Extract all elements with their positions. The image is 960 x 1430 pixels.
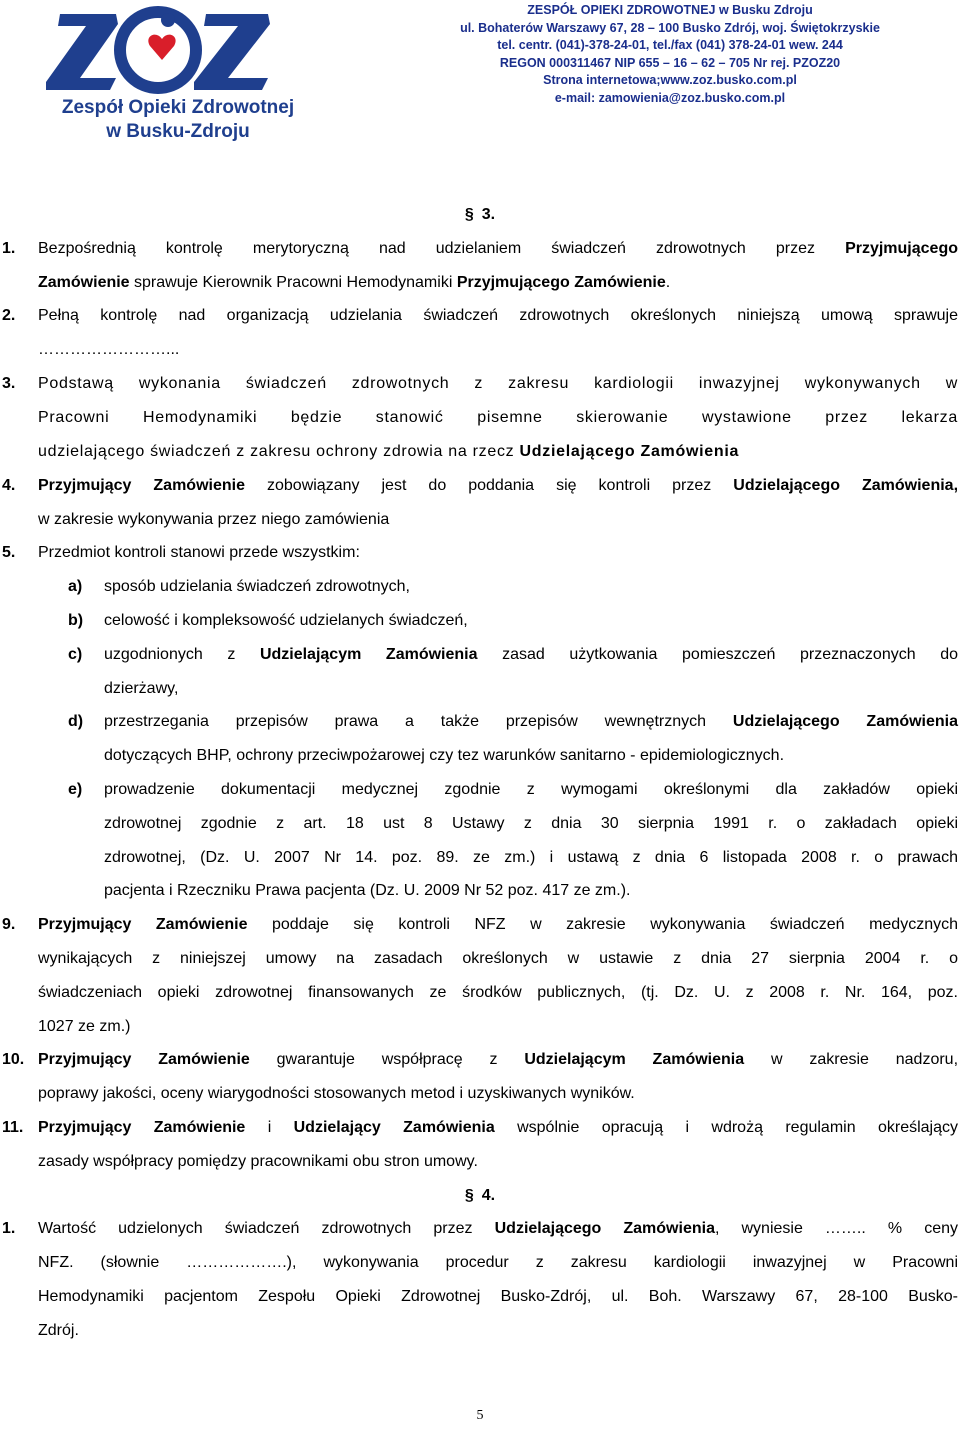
text-run: przestrzegania przepisów prawa a także przepisów wewnętrznych [104, 713, 733, 730]
item-line: prowadzenie dokumentacji medycznej zgodnie z wymogami określonymi dla zakładów opieki [104, 781, 958, 798]
section-number: 4. [481, 1187, 496, 1204]
logo-text-line1: Zespół Opieki Zdrowotnej [61, 97, 295, 118]
bold-text: Udzielającego Zamówienia [732, 713, 958, 730]
paragraph-line: zasady współpracy pomiędzy pracownikami obu stron umowy. [38, 1153, 478, 1170]
contact-line: Strona internetowa;www.zoz.busko.com.pl [543, 73, 797, 87]
item-label: c) [68, 646, 83, 663]
paragraph-symbol: § [464, 1187, 474, 1204]
paragraph-line: w zakresie wykonywania przez niego zamówienia [38, 511, 390, 528]
paragraph-line: Przedmiot kontroli stanowi przede wszystkim: [38, 544, 360, 561]
bold-text: Udzielającego Zamówienia [494, 1220, 715, 1237]
item-label: b) [68, 612, 84, 629]
contact-line: tel. centr. (041)-378-24-01, tel./fax (041) 378-24-01 wew. 244 [497, 38, 843, 52]
logo-text-line2: w Busku-Zdroju [106, 121, 250, 142]
paragraph-line [38, 914, 958, 936]
zoz-logo [18, 6, 303, 156]
list-number: 1. [2, 1220, 16, 1237]
item-label: d) [68, 713, 84, 730]
paragraph-line [38, 441, 739, 463]
bold-text: Udzielającego Zamówienia [519, 443, 740, 460]
paragraph-symbol: § [464, 206, 474, 223]
list-number: 1. [2, 240, 16, 257]
contact-line: ZESPÓŁ OPIEKI ZDROWOTNEJ w Busku Zdroju [527, 3, 813, 17]
paragraph-line: NFZ. (słownie ……………….), wykonywania procedur z zakresu kardiologii inwazyjnej w Pracowni [38, 1254, 958, 1271]
item-label: e) [68, 781, 83, 798]
bold-text: Przyjmujący Zamówienie [38, 916, 248, 933]
text-run: uzgodnionych z [104, 646, 260, 663]
paragraph-line [38, 238, 958, 260]
text-run: w zakresie nadzoru, [744, 1051, 959, 1068]
contact-line: REGON 000311467 NIP 655 – 16 – 62 – 705 Nr rej. PZOZ20 [499, 55, 841, 70]
item-line: zdrowotnej, (Dz. U. 2007 Nr 14. poz. 89. ze zm.) i ustawą z dnia 6 listopada 2008 r. o prawach [104, 849, 958, 866]
text-run: zasad użytkowania pomieszczeń przeznaczonych do [477, 646, 958, 663]
paragraph-line [38, 1218, 958, 1240]
paragraph-line: Pracowni Hemodynamiki będzie stanowić pisemne skierowanie wystawione przez lekarza [38, 409, 958, 426]
section-heading-3 [0, 204, 960, 226]
paragraph-line: Podstawą wykonania świadczeń zdrowotnych z zakresu kardiologii inwazyjnej wykonywanych w [38, 375, 958, 392]
item-line: zdrowotnej zgodnie z art. 18 ust 8 Ustawy z dnia 30 sierpnia 1991 r. o zakładach opieki [104, 815, 958, 832]
paragraph-line: Hemodynamiki pacjentom Zespołu Opieki Zdrowotnej Busko-Zdrój, ul. Boh. Warszawy 67, 28-100 Busko- [38, 1288, 958, 1305]
paragraph-line [38, 1049, 958, 1071]
bold-text: Przyjmującego Zamówienie [456, 274, 666, 291]
paragraph-line: wynikających z niniejszej umowy na zasadach określonych w ustawie z dnia 27 sierpnia 2004 r. o [38, 950, 958, 967]
heart-icon [148, 35, 175, 60]
list-number: 3. [2, 375, 16, 392]
paragraph-line: Zdrój. [38, 1322, 79, 1339]
bold-text: Udzielającym Zamówienia [259, 646, 478, 663]
item-line: celowość i kompleksowość udzielanych świadczeń, [104, 612, 468, 629]
bold-text: Przyjmującego [845, 240, 958, 257]
paragraph-line [38, 272, 670, 294]
item-line: dzierżawy, [104, 680, 179, 697]
section-heading-4 [0, 1185, 960, 1207]
list-number: 10. [2, 1051, 25, 1068]
item-line: dotyczących BHP, ochrony przeciwpożarowej czy tez warunków sanitarno - epidemiologicznych. [104, 747, 785, 764]
text-run: , wyniesie …….. % ceny [714, 1220, 958, 1237]
item-line: pacjenta i Rzeczniku Prawa pacjenta (Dz. U. 2009 Nr 52 poz. 417 ze zm.). [104, 882, 631, 899]
paragraph-line [38, 1117, 958, 1139]
item-line [104, 644, 958, 666]
text-run: zobowiązany jest do poddania się kontroli przez [244, 477, 734, 494]
text-run: i [245, 1119, 294, 1136]
list-number: 11. [2, 1119, 24, 1136]
text-run: Bezpośrednią kontrolę merytoryczną nad udzielaniem świadczeń zdrowotnych przez [38, 240, 846, 257]
text-run: gwarantuje współpracę z [249, 1051, 525, 1068]
paragraph-line: ……………………... [38, 341, 180, 358]
contact-line: e-mail: zamowienia@zoz.busko.com.pl [554, 90, 786, 105]
paragraph-line: 1027 ze zm.) [38, 1018, 131, 1035]
bold-text: Zamówienie [38, 274, 130, 291]
contact-block [400, 2, 940, 107]
list-number: 4. [2, 477, 16, 494]
text-run: wspólnie opracują i wdrożą regulamin określający [494, 1119, 958, 1136]
text-run: sprawuje Kierownik Pracowni Hemodynamiki [129, 274, 457, 291]
bold-text: Przyjmujący Zamówienie [38, 477, 245, 494]
bold-text: Przyjmujący Zamówienie [38, 1051, 250, 1068]
item-label: a) [68, 578, 83, 595]
text-run: poddaje się kontroli NFZ w zakresie wykonywania świadczeń medycznych [247, 916, 959, 933]
contact-line: ul. Bohaterów Warszawy 67, 28 – 100 Busko Zdrój, woj. Świętokrzyskie [460, 20, 880, 35]
paragraph-line: Pełną kontrolę nad organizacją udzielania świadczeń zdrowotnych określonych niniejszą umową sprawuje [38, 307, 958, 324]
list-number: 5. [2, 544, 16, 561]
text-run: . [665, 274, 671, 291]
item-line: sposób udzielania świadczeń zdrowotnych, [104, 578, 410, 595]
page-number: 5 [476, 1408, 484, 1423]
text-run: udzielającego świadczeń z zakresu ochrony zdrowia na rzecz [38, 443, 520, 460]
section-number: 3. [481, 206, 496, 223]
paragraph-line [38, 475, 958, 497]
list-number: 9. [2, 916, 16, 933]
paragraph-line: poprawy jakości, oceny wiarygodności stosowanych metod i uzyskiwanych wyników. [38, 1085, 635, 1102]
list-number: 2. [2, 307, 16, 324]
bold-text: Udzielającym Zamówienia [524, 1051, 745, 1068]
bold-text: Udzielający Zamówienia [293, 1119, 495, 1136]
bold-text: Udzielającego Zamówienia, [733, 477, 959, 494]
item-line [104, 711, 958, 733]
paragraph-line: świadczeniach opieki zdrowotnej finansowanych ze środków publicznych, (tj. Dz. U. z 2008 r. Nr. 164, poz. [38, 984, 958, 1001]
text-run: Wartość udzielonych świadczeń zdrowotnych przez [38, 1220, 495, 1237]
bold-text: Przyjmujący Zamówienie [38, 1119, 246, 1136]
